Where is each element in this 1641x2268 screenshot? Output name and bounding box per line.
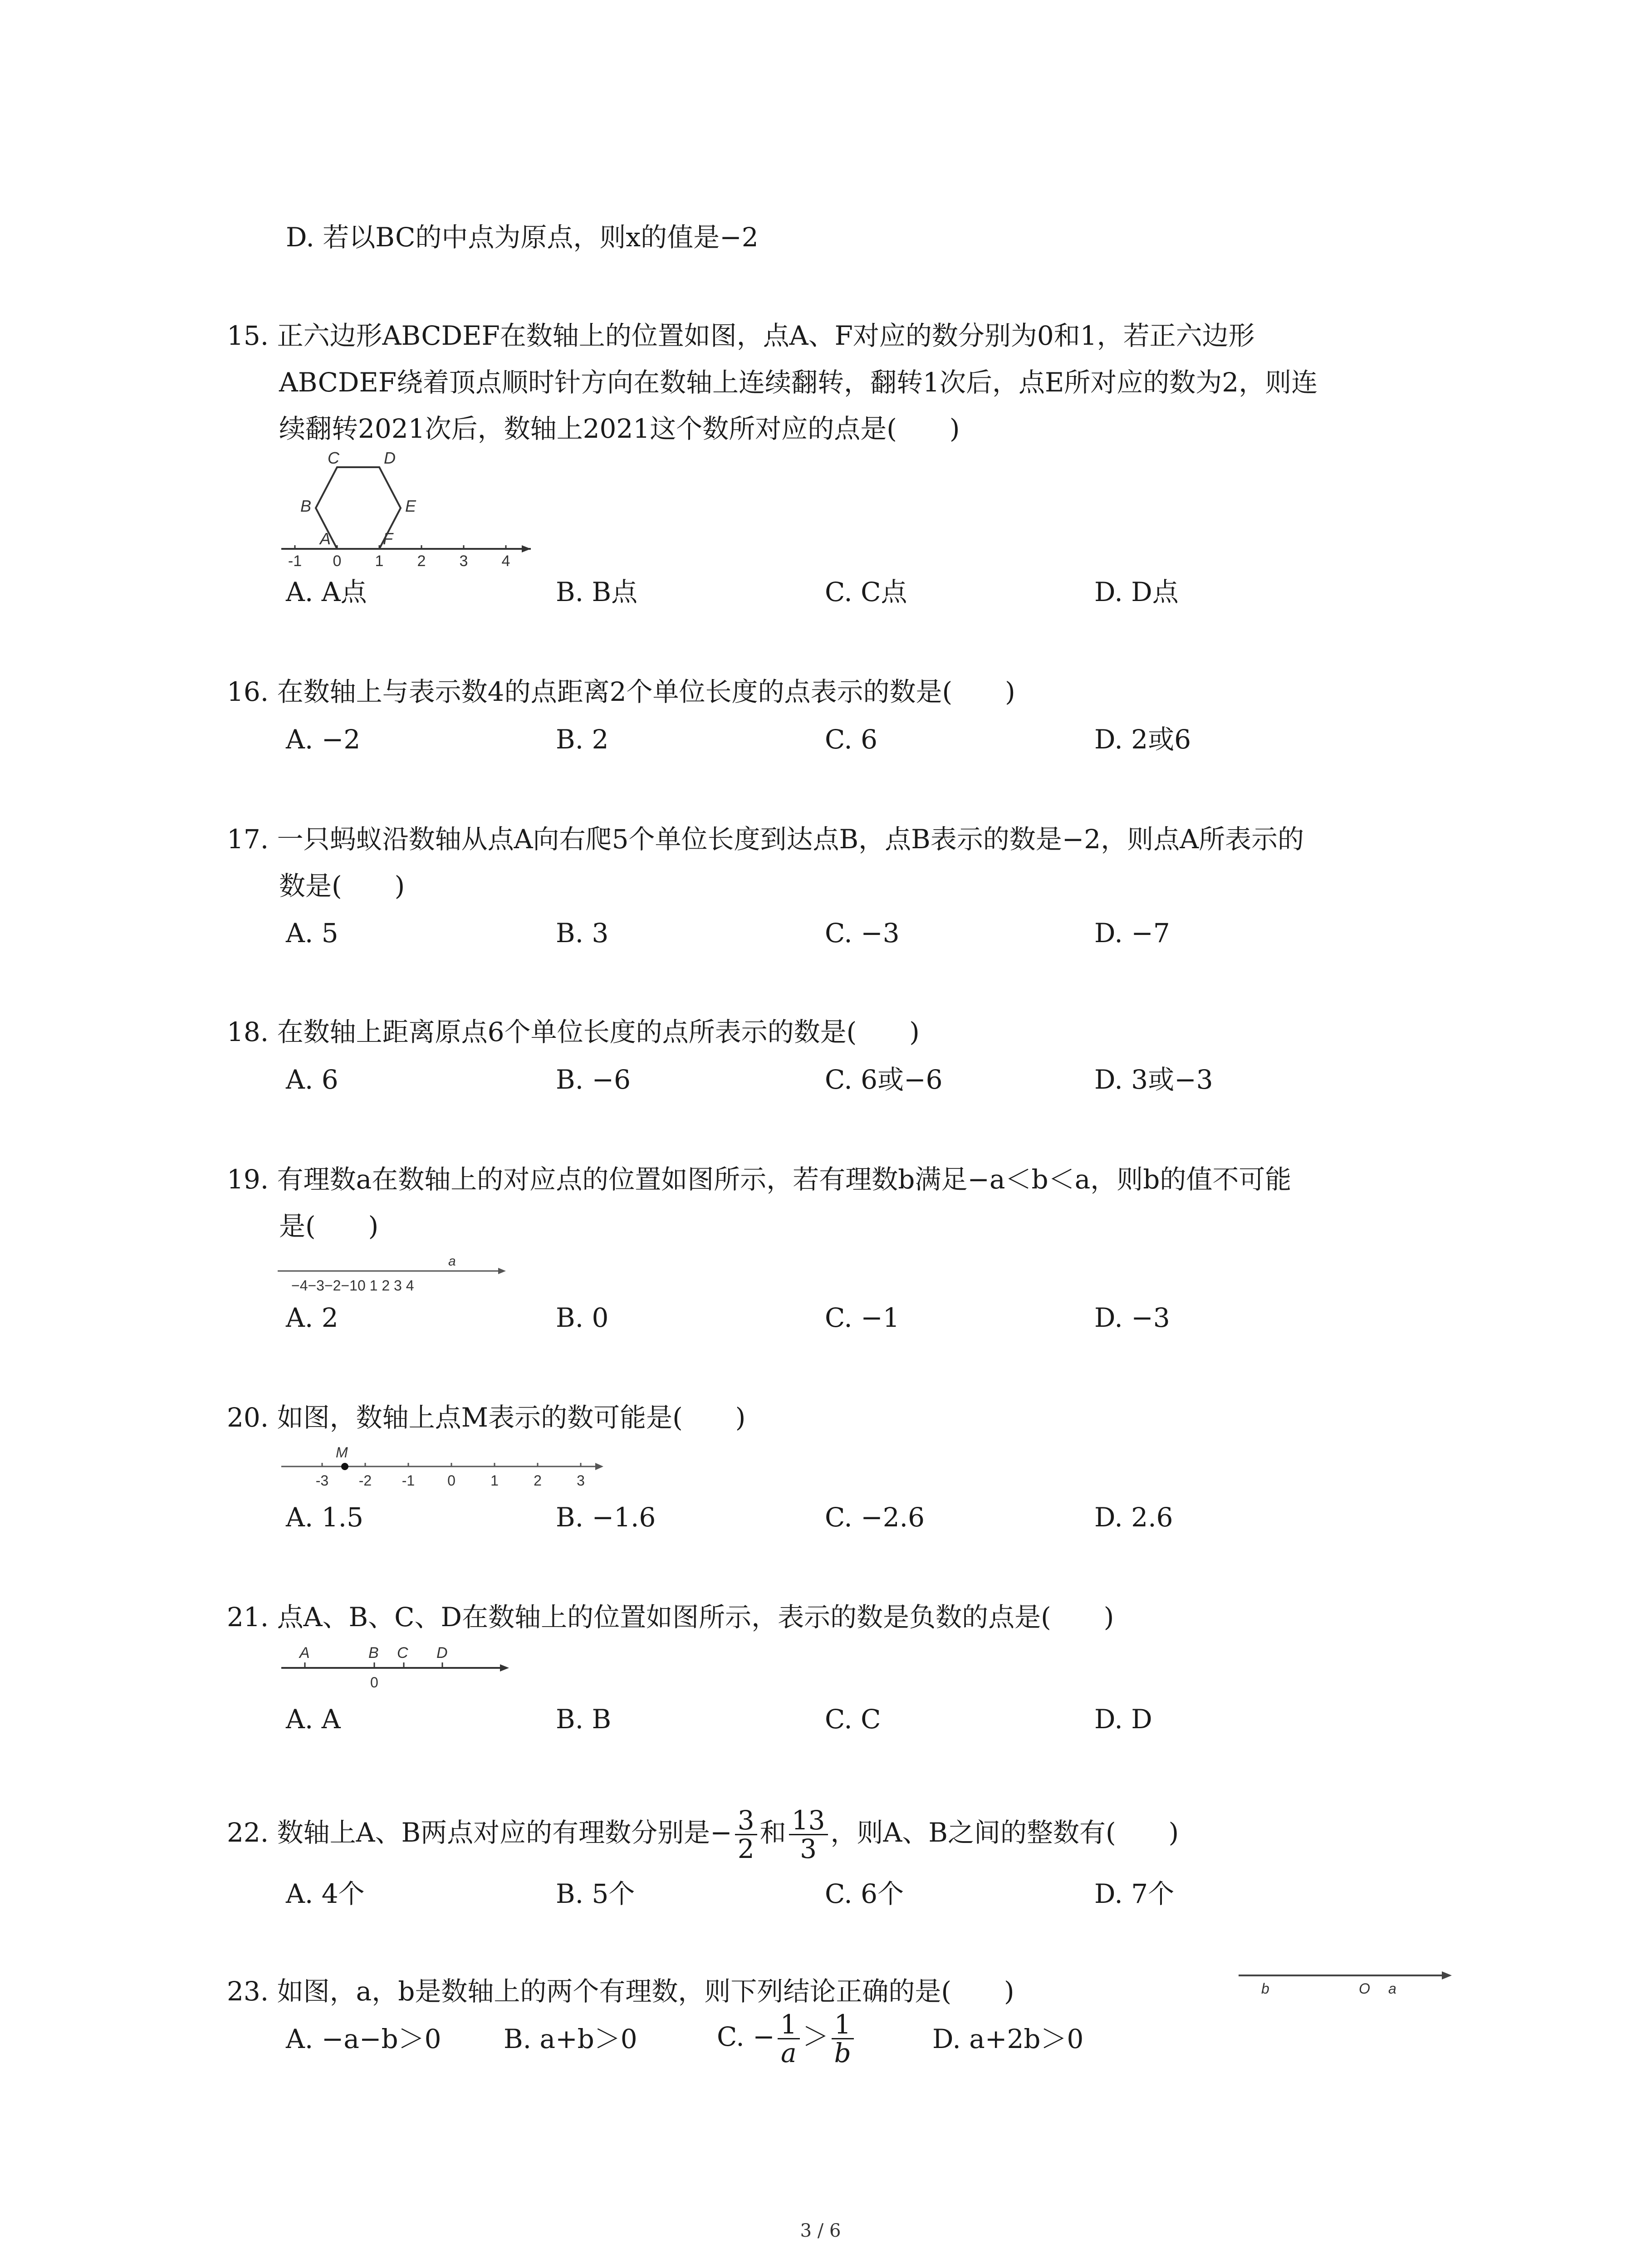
q23-option-d[interactable]: D. a+2b＞0 (932, 2024, 1084, 2054)
q18-option-b[interactable]: B. −6 (556, 1064, 631, 1095)
fraction-denominator: a (780, 2038, 797, 2069)
q20-option-c[interactable]: C. −2.6 (825, 1502, 925, 1533)
q17-text-line1: 17. 一只蚂蚁沿数轴从点A向右爬5个单位长度到达点B，点B表示的数是−2，则点A所表示的 (227, 824, 1304, 855)
hex-vertex-d: D (384, 449, 396, 467)
fraction-numerator: 1 (832, 2011, 854, 2039)
tick-label: -3 (315, 1472, 329, 1489)
fraction-numerator: 13 (789, 1807, 828, 1835)
hex-vertex-b: B (300, 497, 312, 515)
q19-text-line1: 19. 有理数a在数轴上的对应点的位置如图所示，若有理数b满足−a＜b＜a，则b的值不可能 (227, 1164, 1292, 1195)
q15-option-a[interactable]: A. A点 (286, 577, 367, 607)
tick-label: 2 (534, 1472, 542, 1489)
point-c-label: C (397, 1644, 408, 1662)
page-number: 3 / 6 (800, 2220, 841, 2241)
origin-o-label: O (1359, 1980, 1370, 1997)
q15-hexagon-figure (272, 449, 544, 572)
point-a-label: a (448, 1254, 456, 1269)
point-m-label: M (336, 1444, 348, 1461)
fraction-numerator: 1 (778, 2011, 800, 2039)
q20-option-b[interactable]: B. −1.6 (556, 1502, 656, 1533)
tick-label: 1 (375, 552, 384, 570)
q16-option-d[interactable]: D. 2或6 (1094, 724, 1191, 755)
q22-option-c[interactable]: C. 6个 (825, 1878, 904, 1909)
q15-option-c[interactable]: C. C点 (825, 577, 907, 607)
fraction-denominator: 2 (737, 1833, 754, 1865)
point-b-label: B (368, 1644, 379, 1662)
q21-option-c[interactable]: C. C (825, 1704, 881, 1735)
q23-number-line-figure (1234, 1960, 1461, 2005)
q17-option-b[interactable]: B. 3 (556, 918, 609, 948)
zero-label: 0 (370, 1674, 378, 1691)
q18-option-c[interactable]: C. 6或−6 (825, 1064, 943, 1095)
q22-text-mid: 和 (759, 1817, 786, 1848)
q19-number-line-figure (272, 1252, 517, 1295)
point-b-label: b (1261, 1980, 1269, 1997)
q21-option-a[interactable]: A. A (286, 1704, 341, 1735)
q20-option-d[interactable]: D. 2.6 (1094, 1502, 1173, 1533)
fraction-1-b (832, 2011, 854, 2067)
fraction-3-2 (735, 1805, 757, 1865)
q23-option-b[interactable]: B. a+b＞0 (504, 2024, 637, 2054)
hex-vertex-e: E (405, 497, 416, 515)
q23-option-c-gt: ＞ (802, 2021, 829, 2052)
tick-label: 0 (333, 552, 342, 570)
q16-option-b[interactable]: B. 2 (556, 724, 609, 755)
q18-text-line1: 18. 在数轴上距离原点6个单位长度的点所表示的数是( ) (227, 1017, 920, 1047)
q17-option-c[interactable]: C. −3 (825, 918, 900, 948)
q18-option-a[interactable]: A. 6 (286, 1064, 338, 1095)
q19-option-a[interactable]: A. 2 (286, 1302, 338, 1333)
tick-label: 2 (417, 552, 426, 570)
tick-label: 3 (577, 1472, 585, 1489)
hex-vertex-c: C (328, 449, 339, 467)
tick-labels: −4−3−2−10 1 2 3 4 (291, 1277, 414, 1294)
q21-option-b[interactable]: B. B (556, 1704, 612, 1735)
q23-text-line1: 23. 如图，a，b是数轴上的两个有理数，则下列结论正确的是( ) (227, 1976, 1014, 2007)
q20-number-line-figure (272, 1440, 608, 1495)
q20-text-line1: 20. 如图，数轴上点M表示的数可能是( ) (227, 1402, 746, 1433)
hex-vertex-f: F (383, 529, 393, 548)
hex-vertex-a: A (320, 529, 331, 548)
q16-text-line1: 16. 在数轴上与表示数4的点距离2个单位长度的点表示的数是( ) (227, 676, 1015, 707)
q15-option-b[interactable]: B. B点 (556, 577, 638, 607)
point-a-label: A (299, 1644, 310, 1662)
q23-option-a[interactable]: A. −a−b＞0 (286, 2024, 441, 2054)
q15-option-d[interactable]: D. D点 (1094, 577, 1179, 607)
q23-option-c[interactable] (717, 2007, 857, 2067)
q21-text-line1: 21. 点A、B、C、D在数轴上的位置如图所示，表示的数是负数的点是( ) (227, 1602, 1114, 1633)
q22-option-a[interactable]: A. 4个 (286, 1878, 365, 1909)
q17-option-d[interactable]: D. −7 (1094, 918, 1170, 948)
point-d-label: D (436, 1644, 448, 1662)
point-a-label: a (1388, 1980, 1396, 1997)
q21-option-d[interactable]: D. D (1094, 1704, 1152, 1735)
fraction-denominator: b (834, 2038, 851, 2069)
tick-label: 4 (501, 552, 510, 570)
q19-option-c[interactable]: C. −1 (825, 1302, 900, 1333)
q21-number-line-figure (272, 1640, 517, 1699)
fraction-numerator: 3 (735, 1807, 757, 1835)
q22-option-b[interactable]: B. 5个 (556, 1878, 635, 1909)
q14-option-d: D. 若以BC的中点为原点，则x的值是−2 (286, 222, 759, 253)
tick-label: -1 (288, 552, 302, 570)
q16-option-c[interactable]: C. 6 (825, 724, 878, 755)
q15-text-line3: 续翻转2021次后，数轴上2021这个数所对应的点是( ) (279, 413, 960, 444)
q22-text-post: ，则A、B之间的整数有( ) (830, 1817, 1179, 1848)
tick-label: 0 (447, 1472, 456, 1489)
fraction-denominator: 3 (800, 1833, 817, 1865)
q22-text-line1 (227, 1803, 1179, 1865)
q16-option-a[interactable]: A. −2 (286, 724, 361, 755)
tick-label: -1 (402, 1472, 415, 1489)
q15-text-line2: ABCDEF绕着顶点顺时针方向在数轴上连续翻转，翻转1次后，点E所对应的数为2，则连 (279, 367, 1318, 398)
q18-option-d[interactable]: D. 3或−3 (1094, 1064, 1213, 1095)
q17-text-line2: 数是( ) (279, 870, 405, 901)
q22-option-d[interactable]: D. 7个 (1094, 1878, 1175, 1909)
tick-label: 1 (490, 1472, 499, 1489)
q15-text-line1: 15. 正六边形ABCDEF在数轴上的位置如图，点A、F对应的数分别为0和1，若正六边形 (227, 320, 1255, 351)
q17-option-a[interactable]: A. 5 (286, 918, 338, 948)
q23-option-c-pre: C. − (717, 2021, 775, 2052)
fraction-13-3 (789, 1805, 828, 1865)
tick-label: -2 (358, 1472, 372, 1489)
q19-text-line2: 是( ) (279, 1211, 379, 1242)
q19-option-b[interactable]: B. 0 (556, 1302, 609, 1333)
q22-text-pre: 22. 数轴上A、B两点对应的有理数分别是− (227, 1817, 732, 1848)
q20-option-a[interactable]: A. 1.5 (286, 1502, 363, 1533)
tick-label: 3 (459, 552, 468, 570)
q19-option-d[interactable]: D. −3 (1094, 1302, 1170, 1333)
fraction-1-a (778, 2011, 800, 2067)
